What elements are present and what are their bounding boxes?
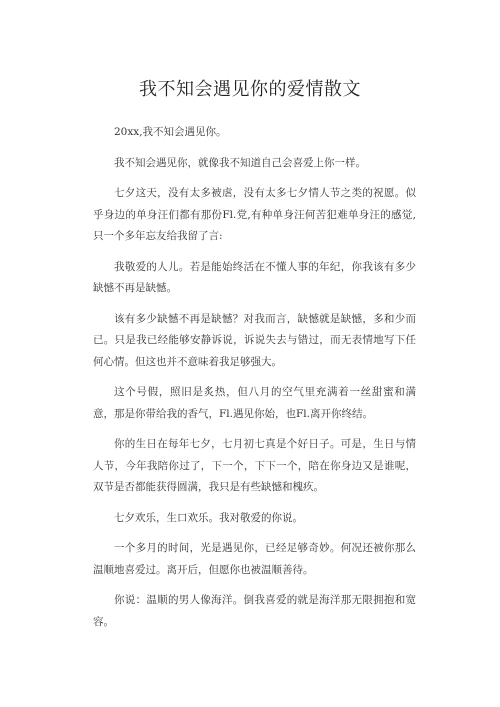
paragraph: 我不知会遇见你，就像我不知道自己会喜爱上你一样。: [114, 156, 366, 169]
paragraph: 七夕这天，没有太多被虐，没有太多七夕情人节之类的祝愿。似乎身边的单身汪们都有那份Fl.党,有种单身汪何苦犯难单身汪的感觉,只一个多年忘友给我留了言:: [93, 187, 416, 242]
paragraph: 七夕欢乐，生口欢乐。我对敬爱的你说。: [114, 511, 303, 524]
paragraph: 20xx,我不知会遇见你。: [114, 126, 227, 138]
paragraph: 我敬爱的人儿。若是能始终活在不懂人事的年纪，你我该有多少缺憾不再是缺憾。: [93, 260, 416, 294]
paragraph: 这个号假，照旧是炙热，但八月的空气里充满着一丝甜蜜和满意，那是你带给我的香气，Fl.遇见你始，也Fl.离开你终结。: [93, 386, 416, 420]
document-title: 我不知会遇见你的爱情散文: [139, 79, 361, 100]
paragraph: 该有多少缺憾不再是缺憾？对我而言，缺憾就是缺憾，多和少而已。只是我已经能够安静诉说，诉说失去与错过，而无表情地写下任何心情。但这也并不意味着我足够强大。: [93, 312, 416, 368]
document-body: [93, 122, 416, 642]
paragraph: 你的生日在每年七夕，七月初七真是个好日子。可是，生日与情人节，今年我陪你过了，下一个，下下一个，陪在你身边又是谁呢，双节是否都能获得圆满，我只是有些缺憾和槐疚。: [93, 438, 416, 493]
paragraph: 你说：温顺的男人像海洋。倒我喜爱的就是海洋那无限拥抱和宽容。: [93, 594, 416, 628]
paragraph: 一个多月的时间，光是遇见你，已经足够奇妙。何况还被你那么温顺地喜爱过。离开后，但愿你也被温顺善待。: [93, 542, 416, 576]
